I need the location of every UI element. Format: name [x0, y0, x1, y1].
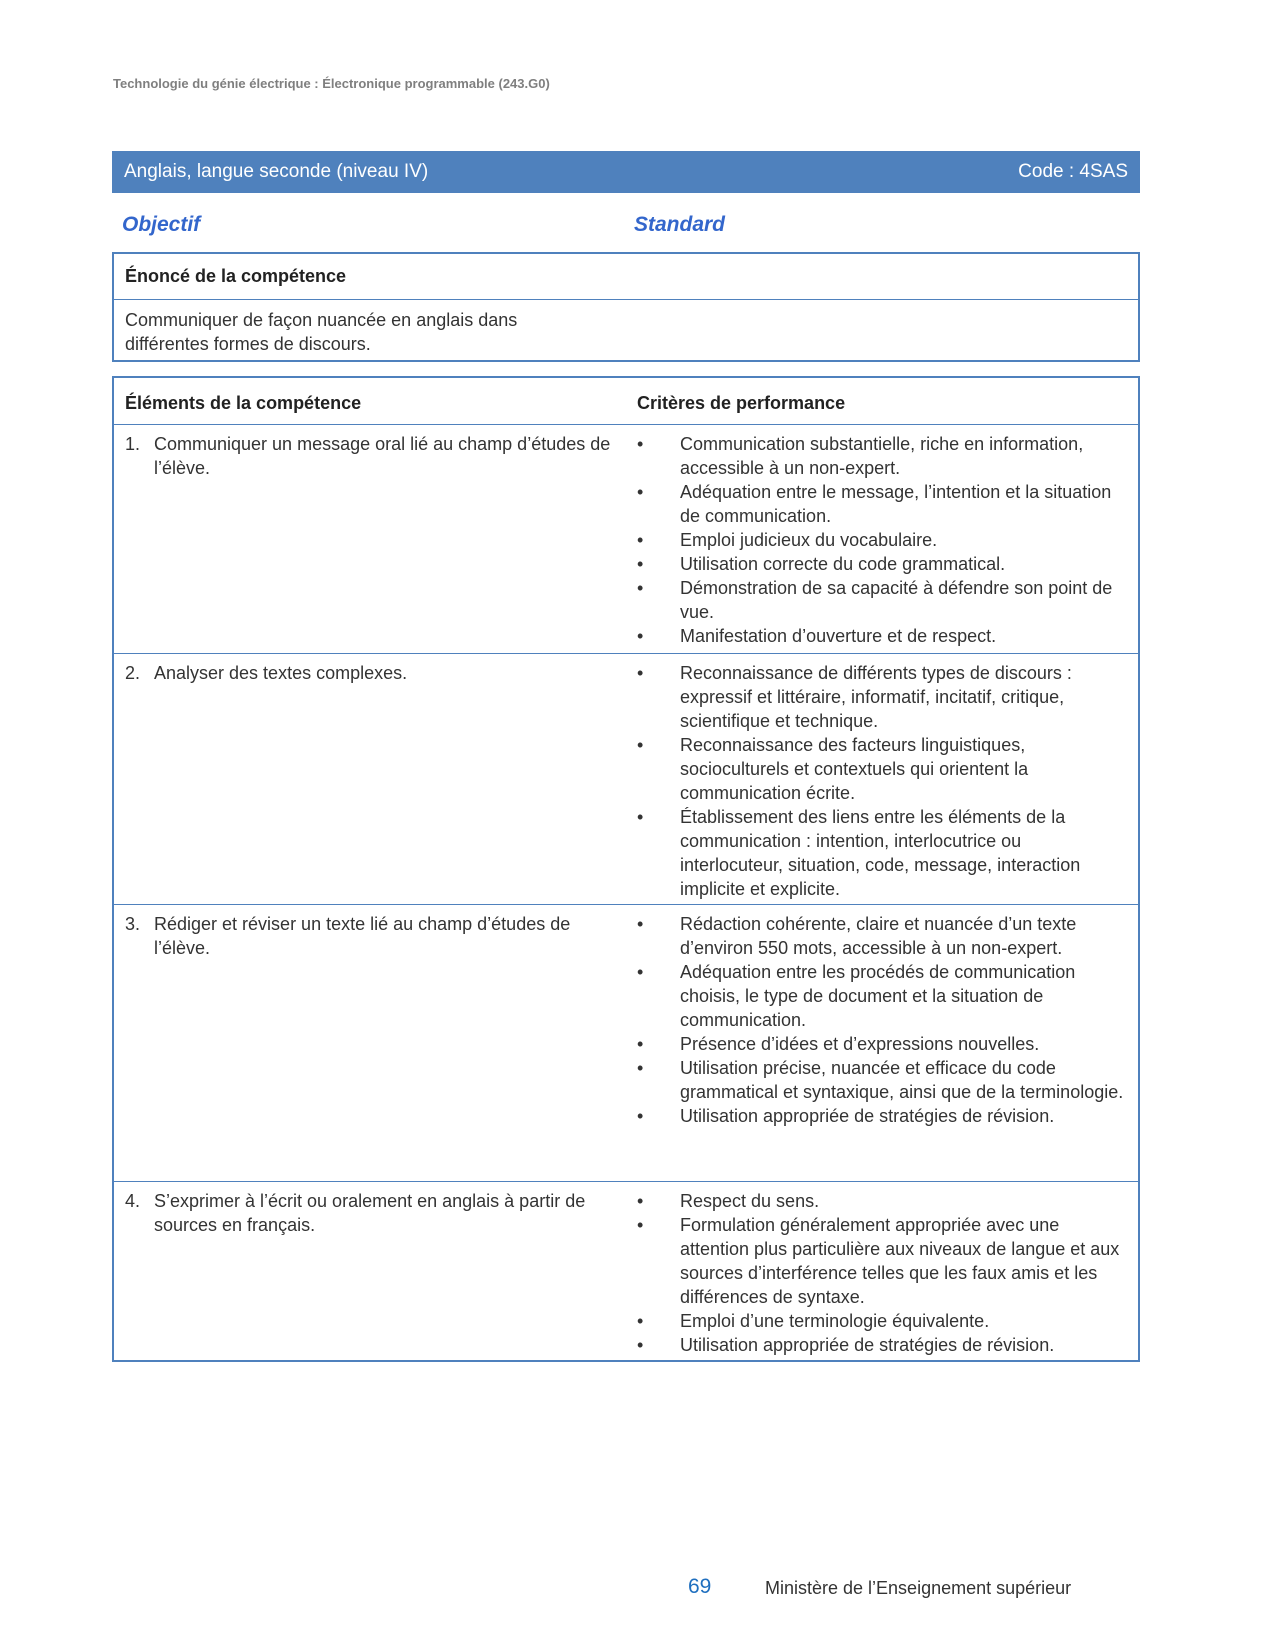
col-criteres-heading: Critères de performance	[637, 393, 846, 413]
criterion-item: • Emploi d’une terminologie équivalente.	[637, 1309, 1127, 1333]
col-elements-heading: Éléments de la compétence	[125, 393, 362, 413]
running-header: Technologie du génie électrique : Électronique programmable (243.G0)	[113, 76, 550, 91]
criterion-item: • Formulation généralement appropriée avec une attention plus particulière aux niveaux de langue et aux sources d’interférence telles que les faux amis et les différences de syntaxe.	[637, 1213, 1127, 1309]
criterion-item: • Utilisation précise, nuancée et efficace du code grammatical et syntaxique, ainsi que de la terminologie.	[637, 1056, 1127, 1104]
enonce-text: Communiquer de façon nuancée en anglais dans différentes formes de discours.	[125, 310, 518, 354]
criterion-item: • Utilisation correcte du code grammatical.	[637, 552, 1127, 576]
standard-label: Standard	[634, 213, 726, 236]
criteria-list	[637, 432, 1127, 648]
element-cell	[125, 661, 615, 685]
element-number: 3.	[125, 914, 141, 934]
course-code: Code : 4SAS	[1018, 161, 1128, 182]
objectif-label: Objectif	[122, 213, 201, 236]
criteria-list	[637, 912, 1127, 1128]
table-row	[114, 654, 1138, 905]
criterion-item: • Respect du sens.	[637, 1189, 1127, 1213]
enonce-heading: Énoncé de la compétence	[114, 254, 1138, 300]
enonce-box	[112, 252, 1140, 362]
criterion-item: • Présence d’idées et d’expressions nouvelles.	[637, 1032, 1127, 1056]
element-cell	[125, 912, 615, 960]
element-text: Rédiger et réviser un texte lié au champ d’études de l’élève.	[154, 914, 571, 958]
criterion-item: • Utilisation appropriée de stratégies de révision.	[637, 1333, 1127, 1357]
page-number: 69	[688, 1575, 712, 1598]
criterion-item: • Adéquation entre les procédés de communication choisis, le type de document et la situation de communication.	[637, 960, 1127, 1032]
element-number: 4.	[125, 1191, 141, 1211]
criteria-list	[637, 1189, 1127, 1357]
criterion-item: • Adéquation entre le message, l’intention et la situation de communication.	[637, 480, 1127, 528]
element-text: Communiquer un message oral lié au champ d’études de l’élève.	[154, 434, 611, 478]
criteria-list	[637, 661, 1127, 901]
elements-table-header	[114, 378, 1138, 425]
table-row	[114, 1182, 1138, 1360]
table-row	[114, 425, 1138, 654]
criterion-item: • Emploi judicieux du vocabulaire.	[637, 528, 1127, 552]
criterion-item: • Établissement des liens entre les éléments de la communication : intention, interlocutrice ou interlocuteur, situation, code, message, interaction implicite et explicite.	[637, 805, 1127, 901]
criterion-item: • Rédaction cohérente, claire et nuancée d’un texte d’environ 550 mots, accessible à un non-expert.	[637, 912, 1127, 960]
element-number: 2.	[125, 663, 141, 683]
criterion-item: • Reconnaissance de différents types de discours : expressif et littéraire, informatif, incitatif, critique, scientifique et technique.	[637, 661, 1127, 733]
criterion-item: • Reconnaissance des facteurs linguistiques, socioculturels et contextuels qui orientent la communication écrite.	[637, 733, 1127, 805]
criterion-item: • Manifestation d’ouverture et de respect.	[637, 624, 1127, 648]
criterion-item: • Démonstration de sa capacité à défendre son point de vue.	[637, 576, 1127, 624]
table-row	[114, 905, 1138, 1182]
element-text: S’exprimer à l’écrit ou oralement en anglais à partir de sources en français.	[154, 1191, 586, 1235]
criterion-item: • Communication substantielle, riche en information, accessible à un non-expert.	[637, 432, 1127, 480]
elements-table	[112, 376, 1140, 1362]
criterion-item: • Utilisation appropriée de stratégies de révision.	[637, 1104, 1127, 1128]
element-cell	[125, 1189, 615, 1237]
course-title: Anglais, langue seconde (niveau IV)	[124, 161, 429, 182]
element-text: Analyser des textes complexes.	[154, 663, 408, 683]
element-cell	[125, 432, 615, 480]
footer-ministry: Ministère de l’Enseignement supérieur	[765, 1578, 1072, 1598]
element-number: 1.	[125, 434, 141, 454]
course-title-bar	[112, 151, 1140, 193]
